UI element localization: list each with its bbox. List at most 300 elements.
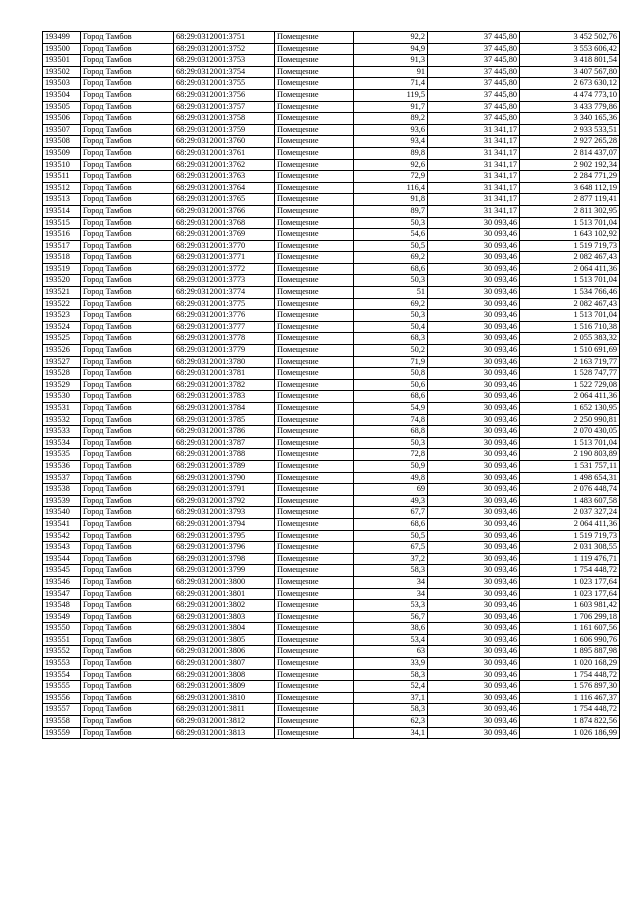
cadastral-number-cell: 68:29:0312001:3768 — [174, 217, 275, 229]
unit-value-cell: 30 093,46 — [428, 669, 520, 681]
table-row — [43, 333, 620, 345]
area-cell: 71,4 — [354, 78, 428, 90]
location-cell: Город Тамбов — [81, 658, 174, 670]
object-type-cell: Помещение — [275, 287, 354, 299]
object-type-cell: Помещение — [275, 437, 354, 449]
object-type-cell: Помещение — [275, 576, 354, 588]
object-type-cell: Помещение — [275, 32, 354, 44]
location-cell: Город Тамбов — [81, 588, 174, 600]
unit-value-cell: 31 341,17 — [428, 124, 520, 136]
cadastral-value-cell: 3 648 112,19 — [520, 182, 620, 194]
area-cell: 58,3 — [354, 669, 428, 681]
cadastral-value-cell: 1 754 448,72 — [520, 565, 620, 577]
cadastral-number-cell: 68:29:0312001:3804 — [174, 623, 275, 635]
table-row — [43, 147, 620, 159]
area-cell: 37,1 — [354, 692, 428, 704]
area-cell: 116,4 — [354, 182, 428, 194]
row-number-cell: 193555 — [43, 681, 81, 693]
unit-value-cell: 30 093,46 — [428, 588, 520, 600]
row-number-cell: 193505 — [43, 101, 81, 113]
cadastral-value-cell: 1 531 757,11 — [520, 460, 620, 472]
cadastral-number-cell: 68:29:0312001:3788 — [174, 449, 275, 461]
area-cell: 68,8 — [354, 426, 428, 438]
location-cell: Город Тамбов — [81, 321, 174, 333]
location-cell: Город Тамбов — [81, 623, 174, 635]
cadastral-value-cell: 4 474 773,10 — [520, 89, 620, 101]
object-type-cell: Помещение — [275, 623, 354, 635]
object-type-cell: Помещение — [275, 692, 354, 704]
location-cell: Город Тамбов — [81, 113, 174, 125]
cadastral-value-cell: 2 250 990,81 — [520, 414, 620, 426]
cadastral-value-cell: 1 754 448,72 — [520, 669, 620, 681]
object-type-cell: Помещение — [275, 101, 354, 113]
location-cell: Город Тамбов — [81, 692, 174, 704]
area-cell: 119,5 — [354, 89, 428, 101]
cadastral-number-cell: 68:29:0312001:3764 — [174, 182, 275, 194]
row-number-cell: 193508 — [43, 136, 81, 148]
cadastral-value-cell: 1 895 887,98 — [520, 646, 620, 658]
location-cell: Город Тамбов — [81, 159, 174, 171]
cadastral-number-cell: 68:29:0312001:3780 — [174, 356, 275, 368]
unit-value-cell: 30 093,46 — [428, 437, 520, 449]
location-cell: Город Тамбов — [81, 275, 174, 287]
object-type-cell: Помещение — [275, 124, 354, 136]
cadastral-value-cell: 1 026 186,99 — [520, 727, 620, 739]
unit-value-cell: 30 093,46 — [428, 646, 520, 658]
cadastral-number-cell: 68:29:0312001:3810 — [174, 692, 275, 704]
row-number-cell: 193548 — [43, 600, 81, 612]
row-number-cell: 193543 — [43, 542, 81, 554]
cadastral-number-cell: 68:29:0312001:3752 — [174, 43, 275, 55]
area-cell: 71,9 — [354, 356, 428, 368]
unit-value-cell: 30 093,46 — [428, 298, 520, 310]
cadastral-value-cell: 2 673 630,12 — [520, 78, 620, 90]
object-type-cell: Помещение — [275, 136, 354, 148]
cadastral-value-cell: 1 023 177,64 — [520, 576, 620, 588]
cadastral-number-cell: 68:29:0312001:3796 — [174, 542, 275, 554]
table-row — [43, 298, 620, 310]
row-number-cell: 193557 — [43, 704, 81, 716]
row-number-cell: 193546 — [43, 576, 81, 588]
location-cell: Город Тамбов — [81, 194, 174, 206]
cadastral-number-cell: 68:29:0312001:3774 — [174, 287, 275, 299]
cadastral-value-cell: 2 064 411,36 — [520, 263, 620, 275]
table-row — [43, 205, 620, 217]
location-cell: Город Тамбов — [81, 240, 174, 252]
object-type-cell: Помещение — [275, 600, 354, 612]
cadastral-number-cell: 68:29:0312001:3794 — [174, 518, 275, 530]
cadastral-value-cell: 1 116 467,37 — [520, 692, 620, 704]
cadastral-value-cell: 1 513 701,04 — [520, 275, 620, 287]
row-number-cell: 193499 — [43, 32, 81, 44]
area-cell: 52,4 — [354, 681, 428, 693]
unit-value-cell: 30 093,46 — [428, 576, 520, 588]
area-cell: 94,9 — [354, 43, 428, 55]
unit-value-cell: 31 341,17 — [428, 159, 520, 171]
location-cell: Город Тамбов — [81, 449, 174, 461]
table-row — [43, 321, 620, 333]
cadastral-number-cell: 68:29:0312001:3813 — [174, 727, 275, 739]
table-row — [43, 263, 620, 275]
cadastral-number-cell: 68:29:0312001:3802 — [174, 600, 275, 612]
cadastral-value-cell: 1 754 448,72 — [520, 704, 620, 716]
object-type-cell: Помещение — [275, 472, 354, 484]
location-cell: Город Тамбов — [81, 136, 174, 148]
row-number-cell: 193525 — [43, 333, 81, 345]
location-cell: Город Тамбов — [81, 368, 174, 380]
unit-value-cell: 30 093,46 — [428, 692, 520, 704]
unit-value-cell: 30 093,46 — [428, 287, 520, 299]
unit-value-cell: 30 093,46 — [428, 484, 520, 496]
unit-value-cell: 30 093,46 — [428, 495, 520, 507]
row-number-cell: 193501 — [43, 55, 81, 67]
row-number-cell: 193503 — [43, 78, 81, 90]
object-type-cell: Помещение — [275, 89, 354, 101]
unit-value-cell: 31 341,17 — [428, 136, 520, 148]
area-cell: 91,8 — [354, 194, 428, 206]
area-cell: 68,6 — [354, 518, 428, 530]
cadastral-value-cell: 1 519 719,73 — [520, 240, 620, 252]
row-number-cell: 193502 — [43, 66, 81, 78]
row-number-cell: 193504 — [43, 89, 81, 101]
row-number-cell: 193533 — [43, 426, 81, 438]
cadastral-number-cell: 68:29:0312001:3751 — [174, 32, 275, 44]
area-cell: 89,7 — [354, 205, 428, 217]
object-type-cell: Помещение — [275, 553, 354, 565]
object-type-cell: Помещение — [275, 43, 354, 55]
cadastral-value-cell: 1 513 701,04 — [520, 217, 620, 229]
unit-value-cell: 30 093,46 — [428, 368, 520, 380]
cadastral-number-cell: 68:29:0312001:3757 — [174, 101, 275, 113]
cadastral-value-cell: 1 528 747,77 — [520, 368, 620, 380]
unit-value-cell: 31 341,17 — [428, 171, 520, 183]
cadastral-value-cell: 2 190 803,89 — [520, 449, 620, 461]
table-row — [43, 542, 620, 554]
table-row — [43, 136, 620, 148]
location-cell: Город Тамбов — [81, 298, 174, 310]
unit-value-cell: 30 093,46 — [428, 542, 520, 554]
cadastral-value-cell: 2 927 265,28 — [520, 136, 620, 148]
area-cell: 91,7 — [354, 101, 428, 113]
cadastral-number-cell: 68:29:0312001:3783 — [174, 391, 275, 403]
area-cell: 92,2 — [354, 32, 428, 44]
unit-value-cell: 37 445,80 — [428, 32, 520, 44]
table-row — [43, 437, 620, 449]
table-row — [43, 310, 620, 322]
area-cell: 50,5 — [354, 240, 428, 252]
table-row — [43, 252, 620, 264]
table-row — [43, 229, 620, 241]
area-cell: 68,6 — [354, 263, 428, 275]
row-number-cell: 193554 — [43, 669, 81, 681]
cadastral-number-cell: 68:29:0312001:3761 — [174, 147, 275, 159]
row-number-cell: 193513 — [43, 194, 81, 206]
cadastral-number-cell: 68:29:0312001:3763 — [174, 171, 275, 183]
unit-value-cell: 31 341,17 — [428, 147, 520, 159]
table-row — [43, 171, 620, 183]
area-cell: 91 — [354, 66, 428, 78]
row-number-cell: 193518 — [43, 252, 81, 264]
unit-value-cell: 30 093,46 — [428, 623, 520, 635]
object-type-cell: Помещение — [275, 333, 354, 345]
cadastral-number-cell: 68:29:0312001:3776 — [174, 310, 275, 322]
cadastral-value-cell: 1 498 654,31 — [520, 472, 620, 484]
area-cell: 93,6 — [354, 124, 428, 136]
object-type-cell: Помещение — [275, 727, 354, 739]
cadastral-value-cell: 2 064 411,36 — [520, 391, 620, 403]
cadastral-number-cell: 68:29:0312001:3769 — [174, 229, 275, 241]
cadastral-value-cell: 2 082 467,43 — [520, 298, 620, 310]
object-type-cell: Помещение — [275, 611, 354, 623]
cadastral-value-cell: 1 510 691,69 — [520, 345, 620, 357]
table-row — [43, 681, 620, 693]
object-type-cell: Помещение — [275, 658, 354, 670]
object-type-cell: Помещение — [275, 460, 354, 472]
location-cell: Город Тамбов — [81, 171, 174, 183]
table-row — [43, 43, 620, 55]
row-number-cell: 193516 — [43, 229, 81, 241]
unit-value-cell: 30 093,46 — [428, 681, 520, 693]
object-type-cell: Помещение — [275, 147, 354, 159]
unit-value-cell: 37 445,80 — [428, 43, 520, 55]
unit-value-cell: 30 093,46 — [428, 449, 520, 461]
cadastral-value-cell: 1 522 729,08 — [520, 379, 620, 391]
cadastral-value-cell: 2 163 719,77 — [520, 356, 620, 368]
table-row — [43, 704, 620, 716]
object-type-cell: Помещение — [275, 716, 354, 728]
cadastral-number-cell: 68:29:0312001:3778 — [174, 333, 275, 345]
area-cell: 49,3 — [354, 495, 428, 507]
unit-value-cell: 30 093,46 — [428, 518, 520, 530]
row-number-cell: 193512 — [43, 182, 81, 194]
object-type-cell: Помещение — [275, 414, 354, 426]
row-number-cell: 193531 — [43, 403, 81, 415]
area-cell: 54,6 — [354, 229, 428, 241]
cadastral-value-cell: 2 082 467,43 — [520, 252, 620, 264]
area-cell: 89,8 — [354, 147, 428, 159]
row-number-cell: 193540 — [43, 507, 81, 519]
area-cell: 58,3 — [354, 704, 428, 716]
cadastral-number-cell: 68:29:0312001:3792 — [174, 495, 275, 507]
table-row — [43, 565, 620, 577]
location-cell: Город Тамбов — [81, 287, 174, 299]
location-cell: Город Тамбов — [81, 379, 174, 391]
unit-value-cell: 30 093,46 — [428, 565, 520, 577]
object-type-cell: Помещение — [275, 704, 354, 716]
cadastral-number-cell: 68:29:0312001:3773 — [174, 275, 275, 287]
row-number-cell: 193524 — [43, 321, 81, 333]
row-number-cell: 193550 — [43, 623, 81, 635]
area-cell: 50,8 — [354, 368, 428, 380]
area-cell: 53,3 — [354, 600, 428, 612]
area-cell: 49,8 — [354, 472, 428, 484]
area-cell: 69,2 — [354, 298, 428, 310]
object-type-cell: Помещение — [275, 171, 354, 183]
table-row — [43, 66, 620, 78]
row-number-cell: 193532 — [43, 414, 81, 426]
table-row — [43, 287, 620, 299]
row-number-cell: 193553 — [43, 658, 81, 670]
object-type-cell: Помещение — [275, 484, 354, 496]
cadastral-value-cell: 1 483 607,58 — [520, 495, 620, 507]
cadastral-value-cell: 1 161 607,56 — [520, 623, 620, 635]
area-cell: 50,3 — [354, 275, 428, 287]
location-cell: Город Тамбов — [81, 530, 174, 542]
location-cell: Город Тамбов — [81, 252, 174, 264]
cadastral-value-cell: 3 452 502,76 — [520, 32, 620, 44]
row-number-cell: 193527 — [43, 356, 81, 368]
unit-value-cell: 31 341,17 — [428, 205, 520, 217]
location-cell: Город Тамбов — [81, 600, 174, 612]
object-type-cell: Помещение — [275, 263, 354, 275]
location-cell: Город Тамбов — [81, 704, 174, 716]
unit-value-cell: 30 093,46 — [428, 275, 520, 287]
unit-value-cell: 31 341,17 — [428, 194, 520, 206]
cadastral-number-cell: 68:29:0312001:3756 — [174, 89, 275, 101]
area-cell: 50,6 — [354, 379, 428, 391]
object-type-cell: Помещение — [275, 275, 354, 287]
location-cell: Город Тамбов — [81, 716, 174, 728]
area-cell: 50,3 — [354, 310, 428, 322]
object-type-cell: Помещение — [275, 588, 354, 600]
table-row — [43, 78, 620, 90]
location-cell: Город Тамбов — [81, 217, 174, 229]
location-cell: Город Тамбов — [81, 565, 174, 577]
table-row — [43, 530, 620, 542]
row-number-cell: 193520 — [43, 275, 81, 287]
unit-value-cell: 37 445,80 — [428, 113, 520, 125]
location-cell: Город Тамбов — [81, 437, 174, 449]
cadastral-value-cell: 2 933 533,51 — [520, 124, 620, 136]
cadastral-number-cell: 68:29:0312001:3784 — [174, 403, 275, 415]
cadastral-value-cell: 3 407 567,80 — [520, 66, 620, 78]
area-cell: 50,5 — [354, 530, 428, 542]
location-cell: Город Тамбов — [81, 727, 174, 739]
unit-value-cell: 37 445,80 — [428, 66, 520, 78]
location-cell: Город Тамбов — [81, 542, 174, 554]
cadastral-number-cell: 68:29:0312001:3782 — [174, 379, 275, 391]
cadastral-value-cell: 2 055 383,32 — [520, 333, 620, 345]
location-cell: Город Тамбов — [81, 553, 174, 565]
location-cell: Город Тамбов — [81, 576, 174, 588]
row-number-cell: 193556 — [43, 692, 81, 704]
cadastral-value-cell: 1 652 130,95 — [520, 403, 620, 415]
table-row — [43, 472, 620, 484]
table-row — [43, 692, 620, 704]
area-cell: 34,1 — [354, 727, 428, 739]
row-number-cell: 193506 — [43, 113, 81, 125]
location-cell: Город Тамбов — [81, 356, 174, 368]
table-row — [43, 518, 620, 530]
location-cell: Город Тамбов — [81, 414, 174, 426]
row-number-cell: 193523 — [43, 310, 81, 322]
object-type-cell: Помещение — [275, 426, 354, 438]
cadastral-number-cell: 68:29:0312001:3790 — [174, 472, 275, 484]
cadastral-number-cell: 68:29:0312001:3793 — [174, 507, 275, 519]
object-type-cell: Помещение — [275, 495, 354, 507]
location-cell: Город Тамбов — [81, 507, 174, 519]
area-cell: 68,3 — [354, 333, 428, 345]
cadastral-value-cell: 2 076 448,74 — [520, 484, 620, 496]
cadastral-number-cell: 68:29:0312001:3798 — [174, 553, 275, 565]
row-number-cell: 193558 — [43, 716, 81, 728]
row-number-cell: 193534 — [43, 437, 81, 449]
cadastral-number-cell: 68:29:0312001:3754 — [174, 66, 275, 78]
cadastral-number-cell: 68:29:0312001:3785 — [174, 414, 275, 426]
table-row — [43, 576, 620, 588]
unit-value-cell: 30 093,46 — [428, 333, 520, 345]
row-number-cell: 193541 — [43, 518, 81, 530]
location-cell: Город Тамбов — [81, 205, 174, 217]
row-number-cell: 193547 — [43, 588, 81, 600]
location-cell: Город Тамбов — [81, 147, 174, 159]
table-row — [43, 345, 620, 357]
unit-value-cell: 37 445,80 — [428, 78, 520, 90]
object-type-cell: Помещение — [275, 113, 354, 125]
table-row — [43, 159, 620, 171]
unit-value-cell: 30 093,46 — [428, 658, 520, 670]
cadastral-number-cell: 68:29:0312001:3781 — [174, 368, 275, 380]
unit-value-cell: 30 093,46 — [428, 379, 520, 391]
unit-value-cell: 30 093,46 — [428, 507, 520, 519]
row-number-cell: 193507 — [43, 124, 81, 136]
location-cell: Город Тамбов — [81, 263, 174, 275]
object-type-cell: Помещение — [275, 217, 354, 229]
area-cell: 92,6 — [354, 159, 428, 171]
row-number-cell: 193539 — [43, 495, 81, 507]
location-cell: Город Тамбов — [81, 310, 174, 322]
row-number-cell: 193521 — [43, 287, 81, 299]
object-type-cell: Помещение — [275, 542, 354, 554]
unit-value-cell: 30 093,46 — [428, 356, 520, 368]
cadastral-number-cell: 68:29:0312001:3791 — [174, 484, 275, 496]
table-row — [43, 194, 620, 206]
table-row — [43, 391, 620, 403]
cadastral-number-cell: 68:29:0312001:3772 — [174, 263, 275, 275]
unit-value-cell: 30 093,46 — [428, 252, 520, 264]
cadastral-value-cell: 2 031 308,55 — [520, 542, 620, 554]
area-cell: 67,5 — [354, 542, 428, 554]
object-type-cell: Помещение — [275, 449, 354, 461]
area-cell: 89,2 — [354, 113, 428, 125]
cadastral-value-cell: 1 119 476,71 — [520, 553, 620, 565]
area-cell: 53,4 — [354, 634, 428, 646]
table-row — [43, 32, 620, 44]
table-row — [43, 646, 620, 658]
location-cell: Город Тамбов — [81, 426, 174, 438]
cadastral-value-cell: 2 070 430,05 — [520, 426, 620, 438]
location-cell: Город Тамбов — [81, 460, 174, 472]
object-type-cell: Помещение — [275, 252, 354, 264]
area-cell: 37,2 — [354, 553, 428, 565]
table-row — [43, 124, 620, 136]
location-cell: Город Тамбов — [81, 101, 174, 113]
cadastral-number-cell: 68:29:0312001:3812 — [174, 716, 275, 728]
location-cell: Город Тамбов — [81, 229, 174, 241]
location-cell: Город Тамбов — [81, 669, 174, 681]
location-cell: Город Тамбов — [81, 403, 174, 415]
object-type-cell: Помещение — [275, 240, 354, 252]
unit-value-cell: 30 093,46 — [428, 634, 520, 646]
area-cell: 72,9 — [354, 171, 428, 183]
cadastral-value-cell: 3 433 779,86 — [520, 101, 620, 113]
table-row — [43, 426, 620, 438]
row-number-cell: 193545 — [43, 565, 81, 577]
cadastral-value-cell: 2 284 771,29 — [520, 171, 620, 183]
cadastral-value-cell: 1 513 701,04 — [520, 437, 620, 449]
cadastral-value-cell: 2 877 119,41 — [520, 194, 620, 206]
unit-value-cell: 30 093,46 — [428, 229, 520, 241]
